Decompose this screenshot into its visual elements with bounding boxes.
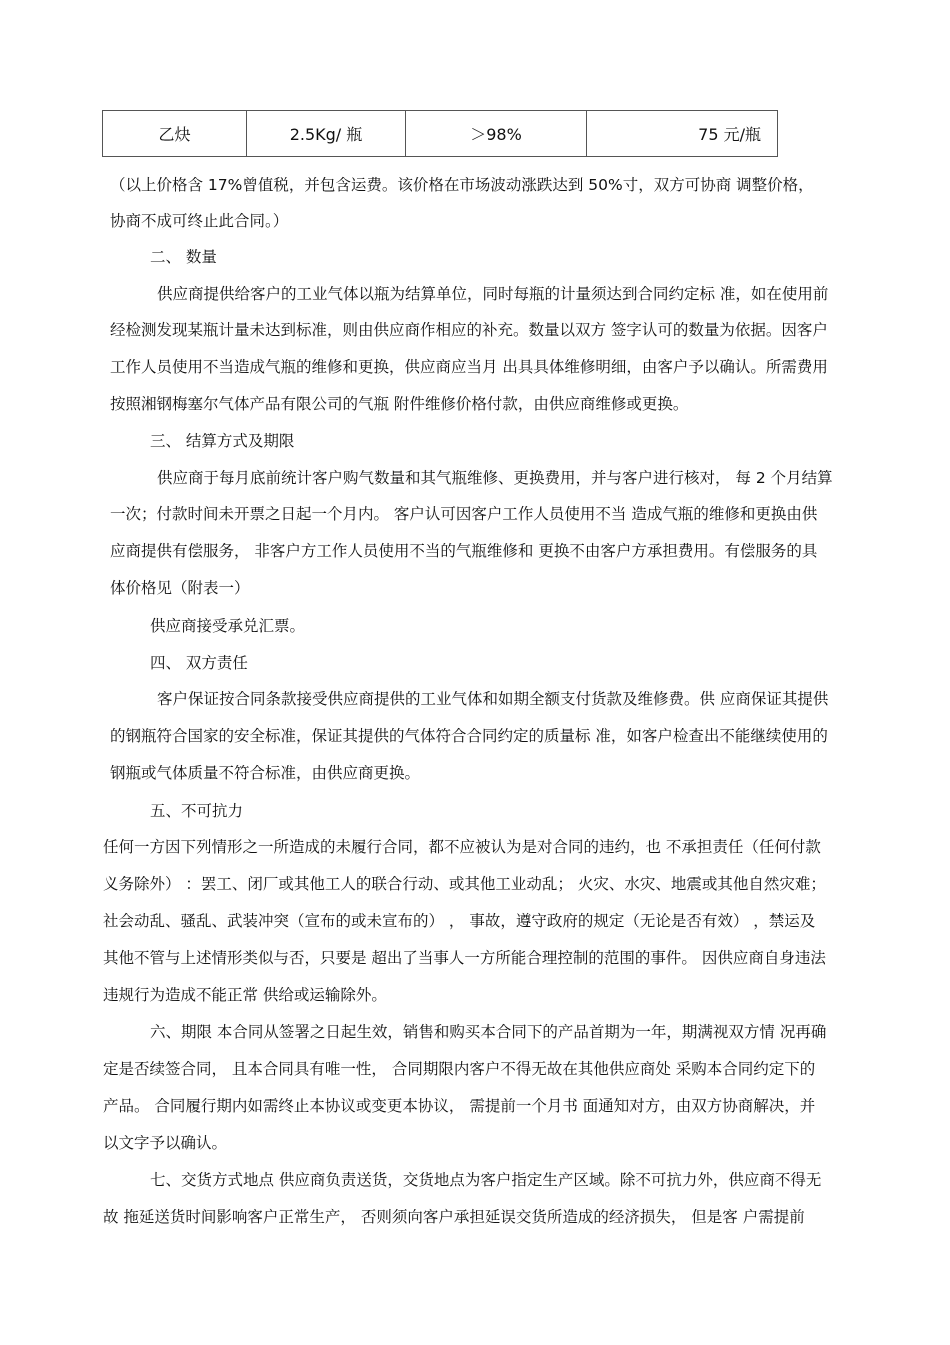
paragraph-line: 应商提供有偿服务， 非客户方工作人员使用不当的气瓶维修和 更换不由客户方承担费用。有偿服务的具: [110, 542, 818, 560]
paragraph-line: 客户保证按合同条款接受供应商提供的工业气体和如期全额支付货款及维修费。供 应商保证其提供: [157, 690, 829, 708]
paragraph-line: 以文字予以确认。: [103, 1134, 228, 1152]
unit-price-cell: 75 元/瓶: [587, 111, 778, 157]
paragraph-line: 定是否续签合同， 且本合同具有唯一性， 合同期限内客户不得无故在其他供应商处 采购本合同约定下的: [103, 1060, 816, 1078]
paragraph-line: 其他不管与上述情形类似与否，只要是 超出了当事人一方所能合理控制的范围的事件。 因供应商自身违法: [103, 949, 826, 967]
gas-name-cell: 乙炔: [103, 111, 247, 157]
paragraph-line: 违规行为造成不能正常 供给或运输除外。: [103, 986, 387, 1004]
bottle-spec-cell: 2.5Kg/ 瓶: [247, 111, 406, 157]
paragraph-line: 一次；付款时间未开票之日起一个月内。 客户认可因客户工作人员使用不当 造成气瓶的维修和更换由供: [110, 505, 818, 523]
price-note-line: （以上价格含 17%曾值税，并包含运费。该价格在市场波动涨跌达到 50%寸，双方可协商 调整价格，: [110, 176, 814, 194]
section-heading-force-majeure: 五、不可抗力: [150, 802, 244, 820]
paragraph-line: 义务除外） ：罢工、闭厂或其他工人的联合行动、或其他工业动乱； 火灾、水灾、地震或其他自然灾难；: [103, 875, 826, 893]
paragraph-line: 故 拖延送货时间影响客户正常生产， 否则须向客户承担延误交货所造成的经济损失， 但是客 户需提前: [103, 1208, 805, 1226]
section-heading-settlement: 三、 结算方式及期限: [150, 432, 295, 450]
price-note-line: 协商不成可终止此合同。）: [110, 212, 289, 230]
paragraph-line: 工作人员使用不当造成气瓶的维修和更换，供应商应当月 出具具体维修明细，由客户予以确认。所需费用: [110, 358, 828, 376]
section-heading-responsibilities: 四、 双方责任: [150, 654, 248, 672]
section-heading-quantity: 二、 数量: [150, 248, 217, 266]
paragraph-line: 社会动乱、骚乱、武装冲突（宣布的或未宣布的） ， 事故，遵守政府的规定（无论是否有效） ，禁运及: [103, 912, 816, 930]
paragraph-line: 体价格见（附表一）: [110, 579, 250, 597]
paragraph-line: 任何一方因下列情形之一所造成的未履行合同，都不应被认为是对合同的违约，也 不承担责任（任何付款: [103, 838, 821, 856]
paragraph-line: 供应商于每月底前统计客户购气数量和其气瓶维修、更换费用，并与客户进行核对， 每 2 个月结算: [157, 469, 833, 487]
paragraph-line: 七、交货方式地点 供应商负责送货，交货地点为客户指定生产区域。除不可抗力外，供应商不得无: [150, 1171, 822, 1189]
table-row: [103, 111, 778, 157]
paragraph-line: 经检测发现某瓶计量未达到标准，则由供应商作相应的补充。数量以双方 签字认可的数量为依据。因客户: [110, 321, 828, 339]
price-table: [102, 110, 778, 157]
paragraph-line: 的钢瓶符合国家的安全标准，保证其提供的气体符合合同约定的质量标 准，如客户检查出不能继续使用的: [110, 727, 828, 745]
paragraph-line: 供应商提供给客户的工业气体以瓶为结算单位，同时每瓶的计量须达到合同约定标 准，如在使用前: [157, 285, 829, 303]
paragraph-line: 按照湘钢梅塞尔气体产品有限公司的气瓶 附件维修价格付款，由供应商维修或更换。: [110, 395, 689, 413]
paragraph-line: 六、期限 本合同从签署之日起生效，销售和购买本合同下的产品首期为一年，期满视双方情 况再确: [150, 1023, 827, 1041]
purity-cell: ＞98%: [406, 111, 587, 157]
paragraph-line: 供应商接受承兑汇票。: [150, 617, 306, 635]
paragraph-line: 产品。 合同履行期内如需终止本协议或变更本协议， 需提前一个月书 面通知对方，由双方协商解决，并: [103, 1097, 816, 1115]
paragraph-line: 钢瓶或气体质量不符合标准，由供应商更换。: [110, 764, 421, 782]
